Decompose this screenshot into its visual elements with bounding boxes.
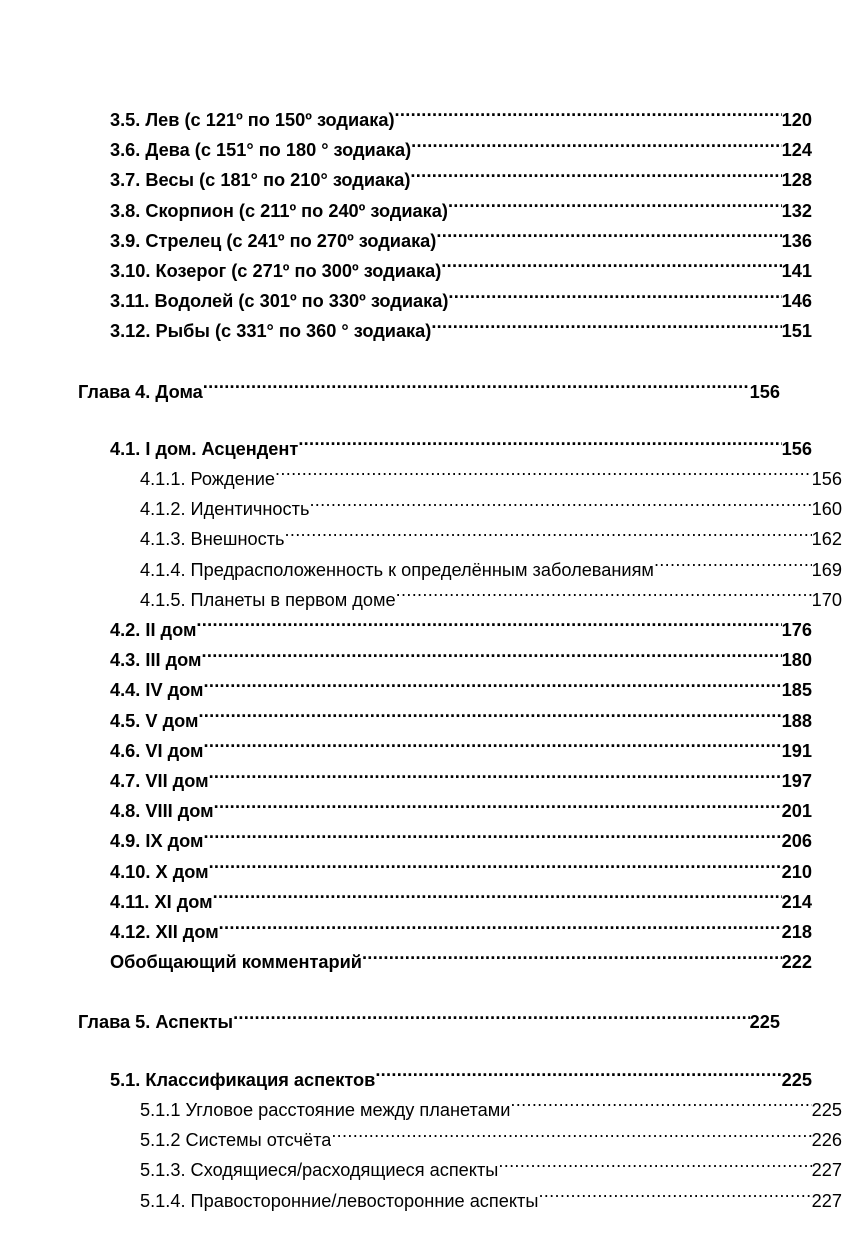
toc-entry[interactable]	[78, 434, 812, 464]
toc-page-number: 214	[781, 891, 812, 912]
toc-entry[interactable]	[78, 464, 842, 494]
toc-page-number: 156	[781, 438, 812, 459]
toc-entry-title: 4.8. VIII дом	[110, 801, 214, 822]
toc-dot-leader	[441, 259, 781, 277]
toc-entry-title: 5.1. Классификация аспектов	[110, 1069, 376, 1090]
toc-page-number: 225	[749, 1012, 780, 1033]
toc-entry[interactable]	[78, 615, 812, 645]
toc-entry[interactable]	[78, 226, 812, 256]
toc-dot-leader	[375, 1068, 781, 1086]
toc-dot-leader	[448, 289, 781, 307]
toc-entry-title: Глава 5. Аспекты	[78, 1012, 234, 1033]
toc-dot-leader	[498, 1158, 811, 1176]
toc-dot-leader	[510, 1098, 811, 1116]
toc-dot-leader	[285, 527, 812, 545]
toc-entry[interactable]	[78, 1155, 842, 1185]
toc-page-number: 156	[811, 469, 842, 490]
toc-entry-title: 4.7. VII дом	[110, 771, 209, 792]
toc-entry-title: 3.9. Стрелец (с 241º по 270º зодиака)	[110, 230, 437, 251]
toc-entry-title: 5.1.3. Сходящиеся/расходящиеся аспекты	[140, 1160, 499, 1181]
toc-page-number: 160	[811, 499, 842, 520]
toc-entry[interactable]	[78, 736, 812, 766]
toc-dot-leader	[214, 799, 782, 817]
toc-dot-leader	[436, 229, 781, 247]
toc-entry-title: 4.1. I дом. Асцендент	[110, 438, 299, 459]
toc-page-number: 180	[781, 650, 812, 671]
toc-entry-title: 5.1.2 Системы отсчёта	[140, 1130, 332, 1151]
toc-page-number: 206	[781, 831, 812, 852]
toc-entry[interactable]	[78, 165, 812, 195]
toc-dot-leader	[538, 1188, 811, 1206]
toc-dot-leader	[196, 618, 781, 636]
toc-page-number: 227	[811, 1160, 842, 1181]
toc-dot-leader	[331, 1128, 811, 1146]
toc-entry-title: 3.5. Лев (с 121º по 150º зодиака)	[110, 110, 395, 130]
toc-dot-leader	[309, 497, 811, 515]
toc-entry[interactable]	[78, 1065, 812, 1095]
toc-page-number: 120	[781, 110, 812, 130]
toc-dot-leader	[233, 1010, 750, 1028]
toc-entry[interactable]	[78, 524, 842, 554]
toc-entry-title: 4.1.2. Идентичность	[140, 499, 310, 520]
toc-entry-title: 5.1.4. Правосторонние/левосторонние аспекты	[140, 1190, 539, 1211]
toc-entry-title: 4.11. XI дом	[110, 891, 213, 912]
toc-entry[interactable]	[78, 645, 812, 675]
toc-dot-leader	[209, 769, 782, 787]
toc-dot-leader	[396, 588, 812, 606]
toc-entry[interactable]	[78, 585, 842, 615]
toc-chapter-entry[interactable]	[78, 377, 780, 407]
toc-page-number: 226	[811, 1130, 842, 1151]
toc-entry[interactable]	[78, 675, 812, 705]
toc-page-number: 210	[781, 861, 812, 882]
toc-page-number: 162	[811, 529, 842, 550]
toc-entry-title: 4.12. XII дом	[110, 922, 219, 943]
toc-entry[interactable]	[78, 1095, 842, 1125]
toc-dot-leader	[448, 198, 782, 216]
toc-entry-title: 4.1.3. Внешность	[140, 529, 285, 550]
toc-entry-title: 4.3. III дом	[110, 650, 202, 671]
toc-dot-leader	[410, 168, 781, 186]
toc-entry-title: Обобщающий комментарий	[110, 952, 362, 973]
toc-page-number: 169	[811, 559, 842, 580]
toc-entry[interactable]	[78, 135, 812, 165]
toc-entry[interactable]	[78, 196, 812, 226]
toc-dot-leader	[411, 138, 782, 156]
toc-chapter-entry[interactable]	[78, 1007, 780, 1037]
toc-dot-leader	[298, 437, 781, 455]
toc-dot-leader	[654, 557, 812, 575]
toc-entry[interactable]	[78, 105, 812, 135]
toc-page-number: 136	[781, 230, 812, 251]
toc-entry-title: 4.5. V дом	[110, 710, 199, 731]
toc-entry-title: 4.10. X дом	[110, 861, 209, 882]
toc-entry-title: 3.12. Рыбы (с 331° по 360 ° зодиака)	[110, 321, 432, 342]
toc-entry[interactable]	[78, 316, 812, 346]
toc-dot-leader	[201, 648, 781, 666]
toc-page-number: 146	[781, 291, 812, 312]
toc-dot-leader	[209, 859, 782, 877]
toc-entry-title: 4.1.4. Предрасположенность к определённым заболеваниям	[140, 559, 654, 580]
toc-entry-title: 3.11. Водолей (с 301º по 330º зодиака)	[110, 291, 449, 312]
toc-dot-leader	[275, 467, 812, 485]
toc-entry-title: Глава 4. Дома	[78, 381, 203, 402]
toc-dot-leader	[204, 678, 782, 696]
toc-entry-list	[78, 105, 842, 1216]
toc-dot-leader	[395, 108, 782, 126]
toc-entry-title: 4.1.1. Рождение	[140, 469, 276, 490]
toc-page-number: 170	[811, 589, 842, 610]
toc-page-number: 141	[781, 261, 812, 282]
toc-page-number: 151	[781, 321, 812, 342]
toc-page-number: 188	[781, 710, 812, 731]
toc-entry[interactable]	[78, 796, 812, 826]
toc-dot-leader	[204, 829, 782, 847]
toc-entry[interactable]	[78, 857, 812, 887]
toc-page-number: 156	[749, 381, 780, 402]
toc-page-number: 124	[781, 140, 812, 161]
toc-entry[interactable]	[78, 706, 812, 736]
toc-dot-leader	[362, 950, 782, 968]
toc-page-number: 128	[781, 170, 812, 191]
toc-entry[interactable]	[78, 947, 812, 977]
toc-page-number: 222	[781, 952, 812, 973]
toc-dot-leader	[203, 379, 750, 397]
toc-entry-title: 4.4. IV дом	[110, 680, 204, 701]
toc-entry-title: 4.6. VI дом	[110, 740, 204, 761]
toc-dot-leader	[219, 920, 782, 938]
toc-entry-title: 5.1.1 Угловое расстояние между планетами	[140, 1099, 511, 1120]
toc-page-number: 176	[781, 620, 812, 641]
toc-page-number: 201	[781, 801, 812, 822]
toc-entry-title: 3.10. Козерог (с 271º по 300º зодиака)	[110, 261, 442, 282]
toc-page-number: 225	[781, 1069, 812, 1090]
toc-entry-title: 3.7. Весы (с 181° по 210° зодиака)	[110, 170, 411, 191]
toc-page-number: 225	[811, 1099, 842, 1120]
toc-entry[interactable]	[78, 1186, 842, 1216]
toc-entry-title: 4.9. IX дом	[110, 831, 204, 852]
toc-entry[interactable]	[78, 256, 812, 286]
toc-entry[interactable]	[78, 826, 812, 856]
toc-entry[interactable]	[78, 286, 812, 316]
toc-page-number: 197	[781, 771, 812, 792]
toc-entry[interactable]	[78, 1125, 842, 1155]
toc-page-number: 185	[781, 680, 812, 701]
toc-entry-title: 4.2. II дом	[110, 620, 197, 641]
toc-dot-leader	[198, 708, 781, 726]
toc-entry-title: 3.6. Дева (с 151° по 180 ° зодиака)	[110, 140, 412, 161]
toc-entry[interactable]	[78, 766, 812, 796]
toc-page-number: 218	[781, 922, 812, 943]
toc-page-number: 191	[781, 740, 812, 761]
toc-entry[interactable]	[78, 917, 812, 947]
toc-entry[interactable]	[78, 494, 842, 524]
toc-dot-leader	[213, 890, 782, 908]
toc-page-number: 132	[781, 200, 812, 221]
toc-entry-title: 3.8. Скорпион (с 211º по 240º зодиака)	[110, 200, 448, 221]
toc-entry[interactable]	[78, 555, 842, 585]
toc-dot-leader	[204, 739, 782, 757]
toc-page-number: 227	[811, 1190, 842, 1211]
toc-entry[interactable]	[78, 887, 812, 917]
toc-entry-title: 4.1.5. Планеты в первом доме	[140, 589, 396, 610]
toc-dot-leader	[431, 319, 781, 337]
